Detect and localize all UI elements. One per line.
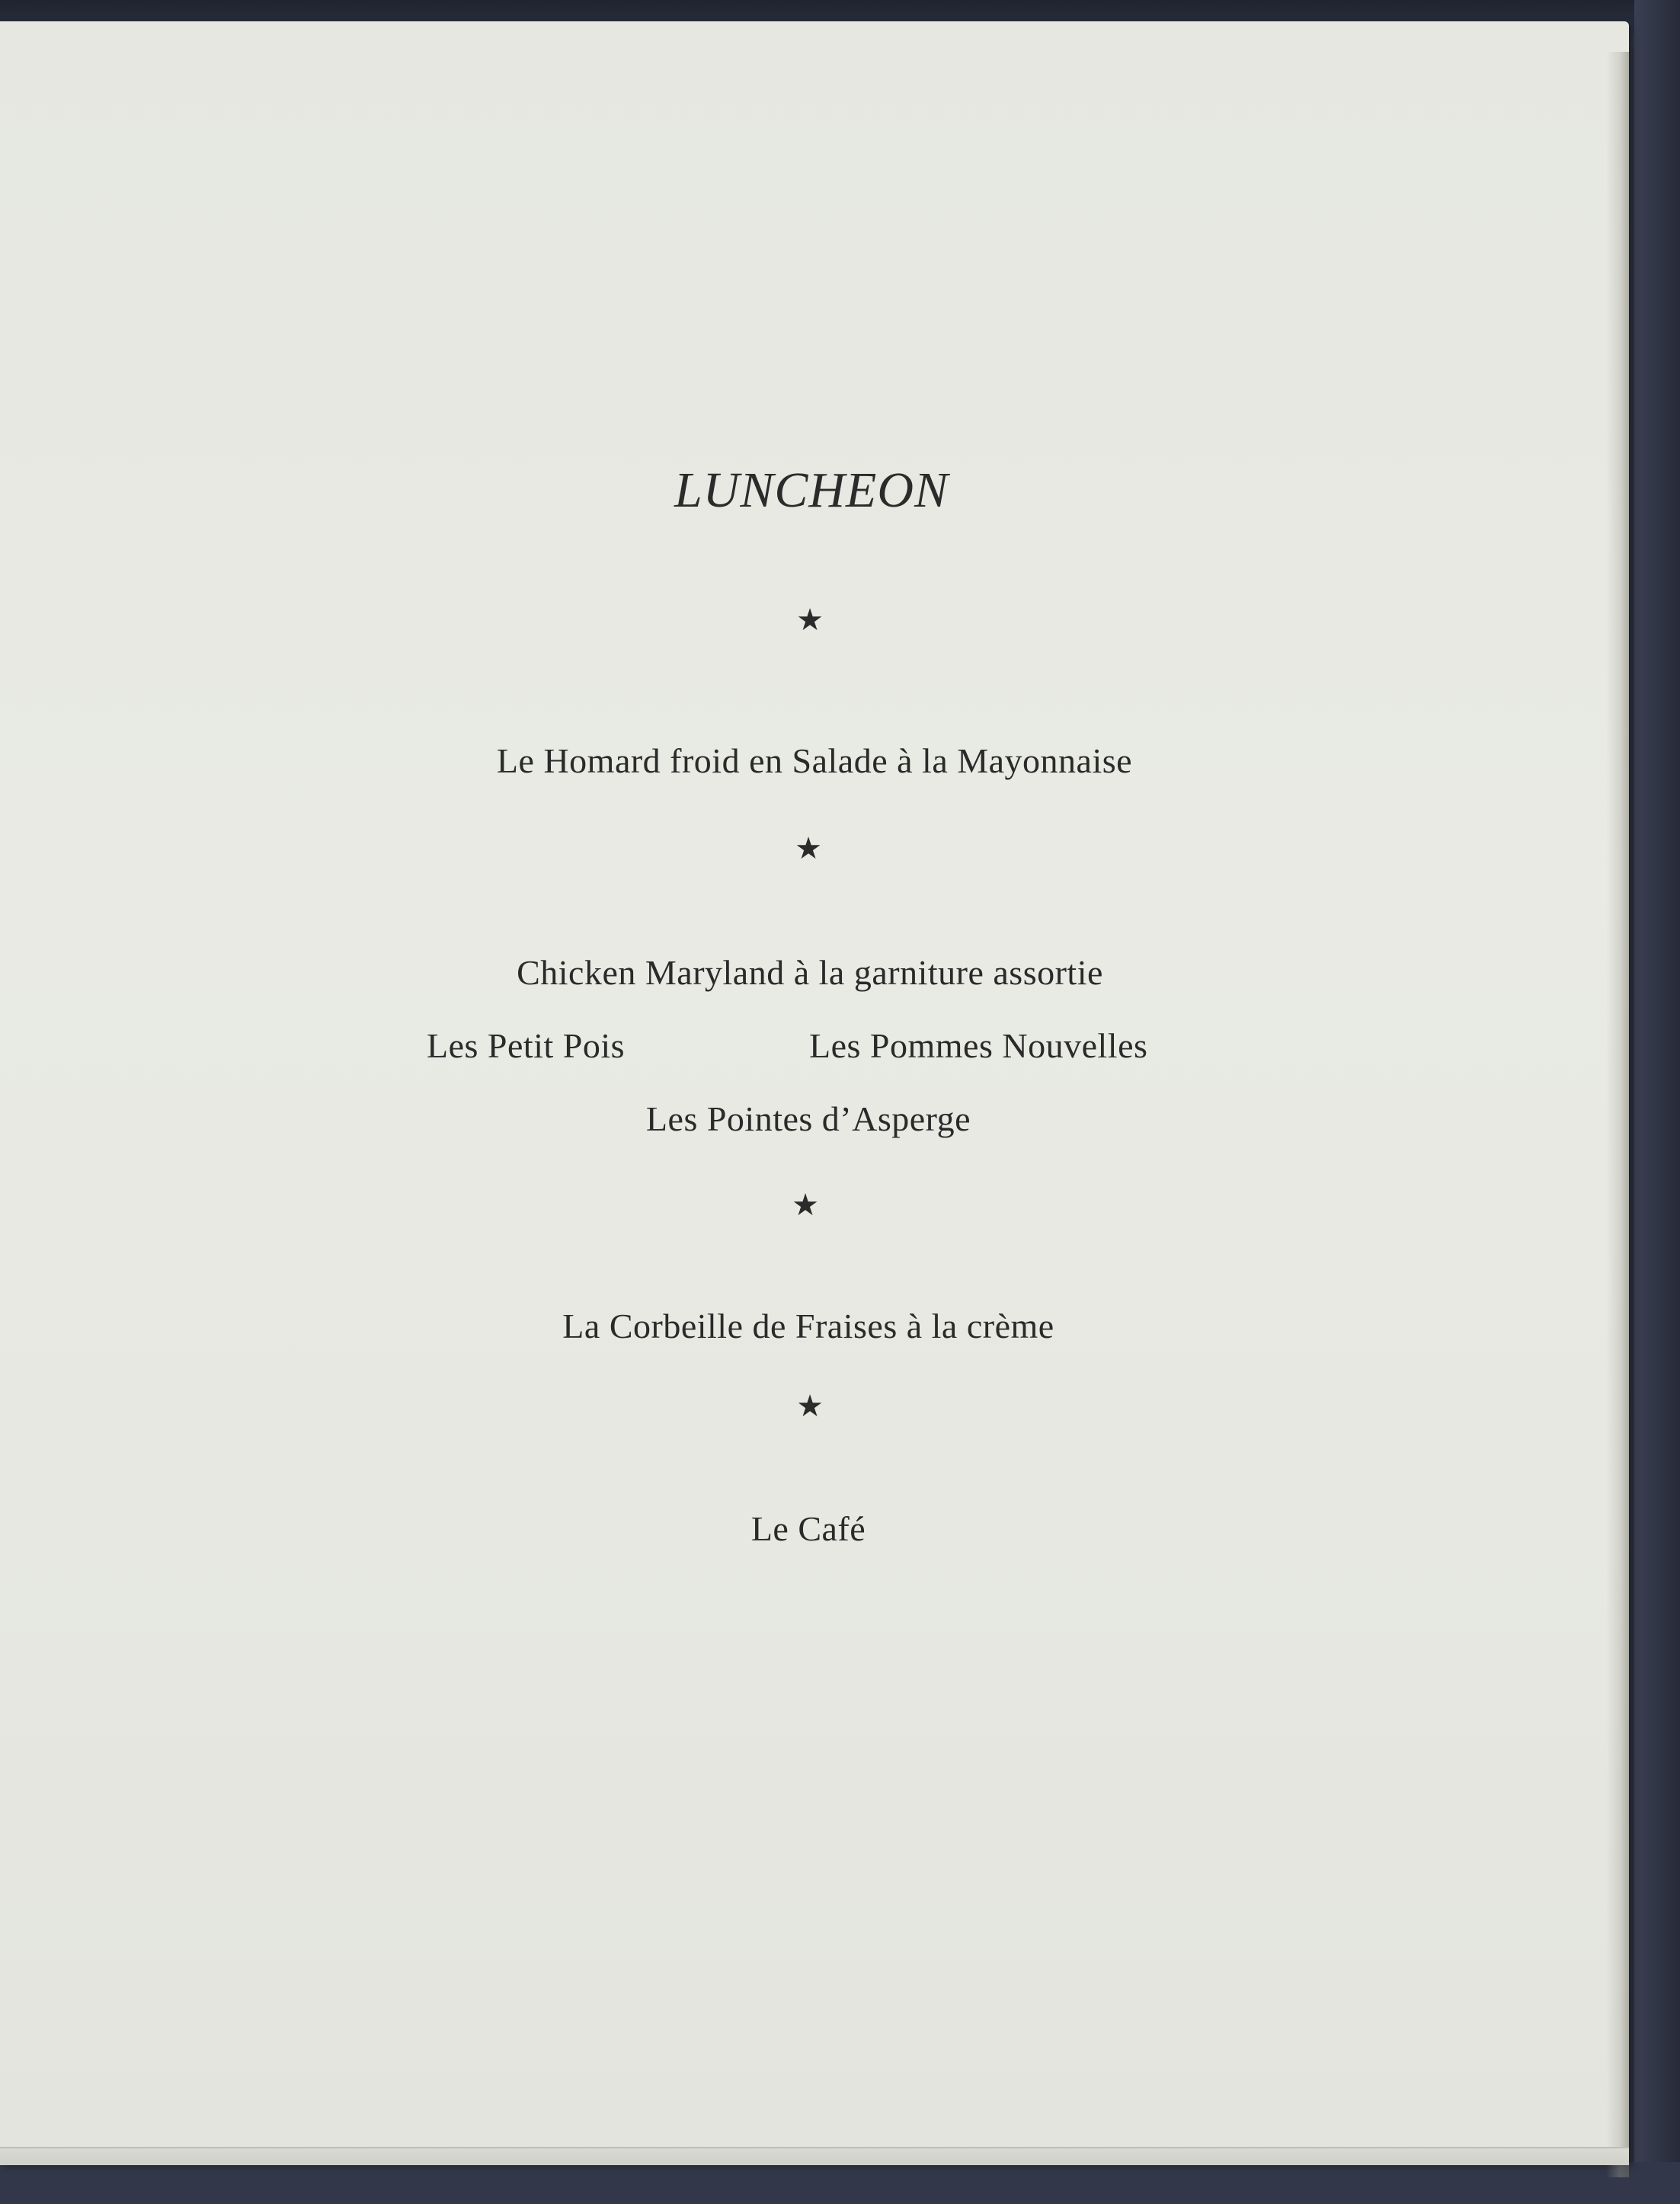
menu-content (0, 21, 1629, 2164)
main-course-dish: Chicken Maryland à la garniture assortie (517, 953, 1103, 992)
dessert-dish: La Corbeille de Fraises à la crème (562, 1307, 1054, 1345)
backdrop-bottom (0, 2162, 1680, 2204)
side-dish-pommes-nouvelles: Les Pommes Nouvelles (809, 1026, 1148, 1065)
side-dish-petit-pois: Les Petit Pois (427, 1026, 626, 1065)
side-dish-pointes-asperge: Les Pointes d’Asperge (645, 1099, 971, 1138)
separator-star: ★ (796, 1389, 824, 1423)
separator-star: ★ (795, 831, 822, 865)
backdrop-right (1634, 0, 1680, 2204)
menu-title: LUNCHEON (674, 462, 949, 518)
separator-star: ★ (792, 1188, 819, 1222)
coffee-item: Le Café (750, 1509, 866, 1548)
starter-dish: Le Homard froid en Salade à la Mayonnaise (496, 741, 1133, 780)
separator-star: ★ (796, 603, 824, 637)
menu-sheet (0, 21, 1629, 2164)
